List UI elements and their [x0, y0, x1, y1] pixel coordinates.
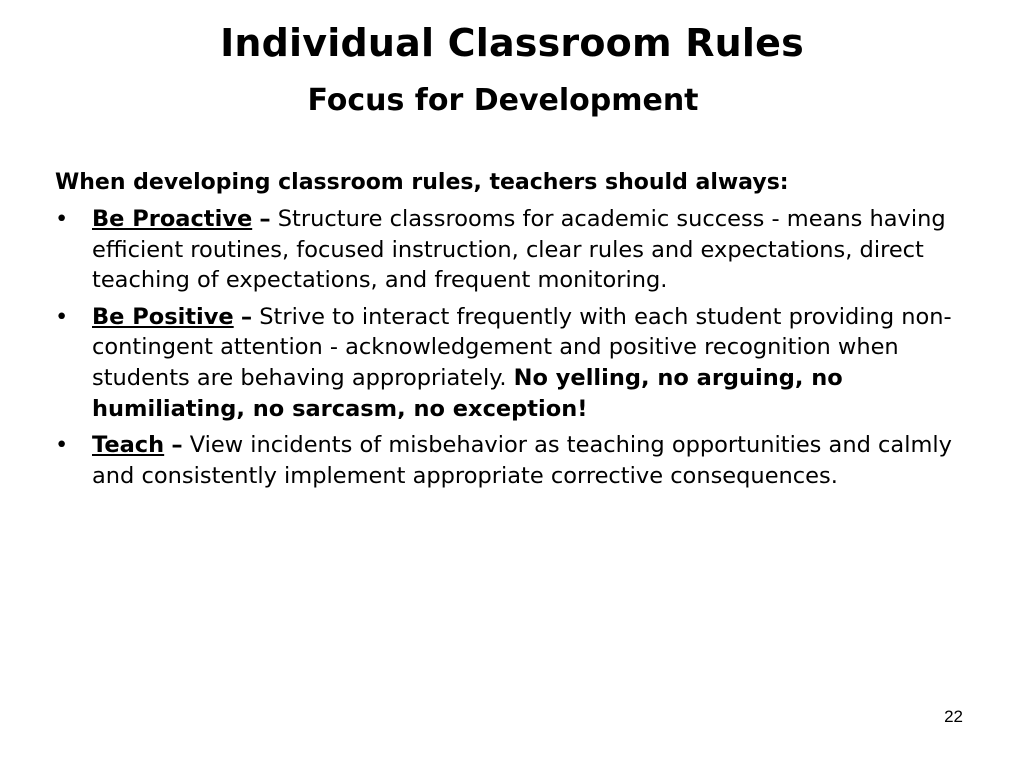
bullet-dash: – [240, 303, 253, 330]
bullet-term-be-proactive: Be Proactive [92, 206, 253, 232]
slide-title: Individual Classroom Rules [220, 21, 804, 65]
bullet-item-teach [55, 430, 955, 491]
bullet-marker: • [55, 206, 69, 232]
bullet-dash: – [259, 206, 271, 232]
page-number: 22 [944, 707, 963, 726]
intro-text: When developing classroom rules, teachers should always: [55, 170, 789, 195]
slide-subtitle: Focus for Development [307, 83, 699, 118]
bullet-term-teach: Teach [92, 432, 165, 459]
bullet-marker: • [55, 303, 69, 330]
bullet-item-be-positive [55, 302, 955, 424]
bullet-dash: – [171, 432, 183, 459]
bullet-text-be-positive: Strive to interact frequently with each student providing non-contingent attention - acknowledgement and positive recognition when students are behaving appropriately. [92, 303, 952, 391]
bullet-text-be-proactive: Structure classrooms for academic success - means having efficient routines, focused instruction, clear rules and expectations, direct teaching of expectations, and frequent monitoring. [92, 206, 946, 294]
bullet-item-be-proactive [55, 204, 955, 296]
bullet-marker: • [55, 432, 69, 459]
bullet-list [55, 204, 955, 497]
bullet-term-be-positive: Be Positive [92, 303, 234, 330]
bullet-emphasis-be-positive: No yelling, no arguing, no humiliating, no sarcasm, no exception! [92, 364, 843, 422]
bullet-text-teach: View incidents of misbehavior as teaching opportunities and calmly and consistently implement appropriate corrective consequences. [92, 432, 952, 489]
